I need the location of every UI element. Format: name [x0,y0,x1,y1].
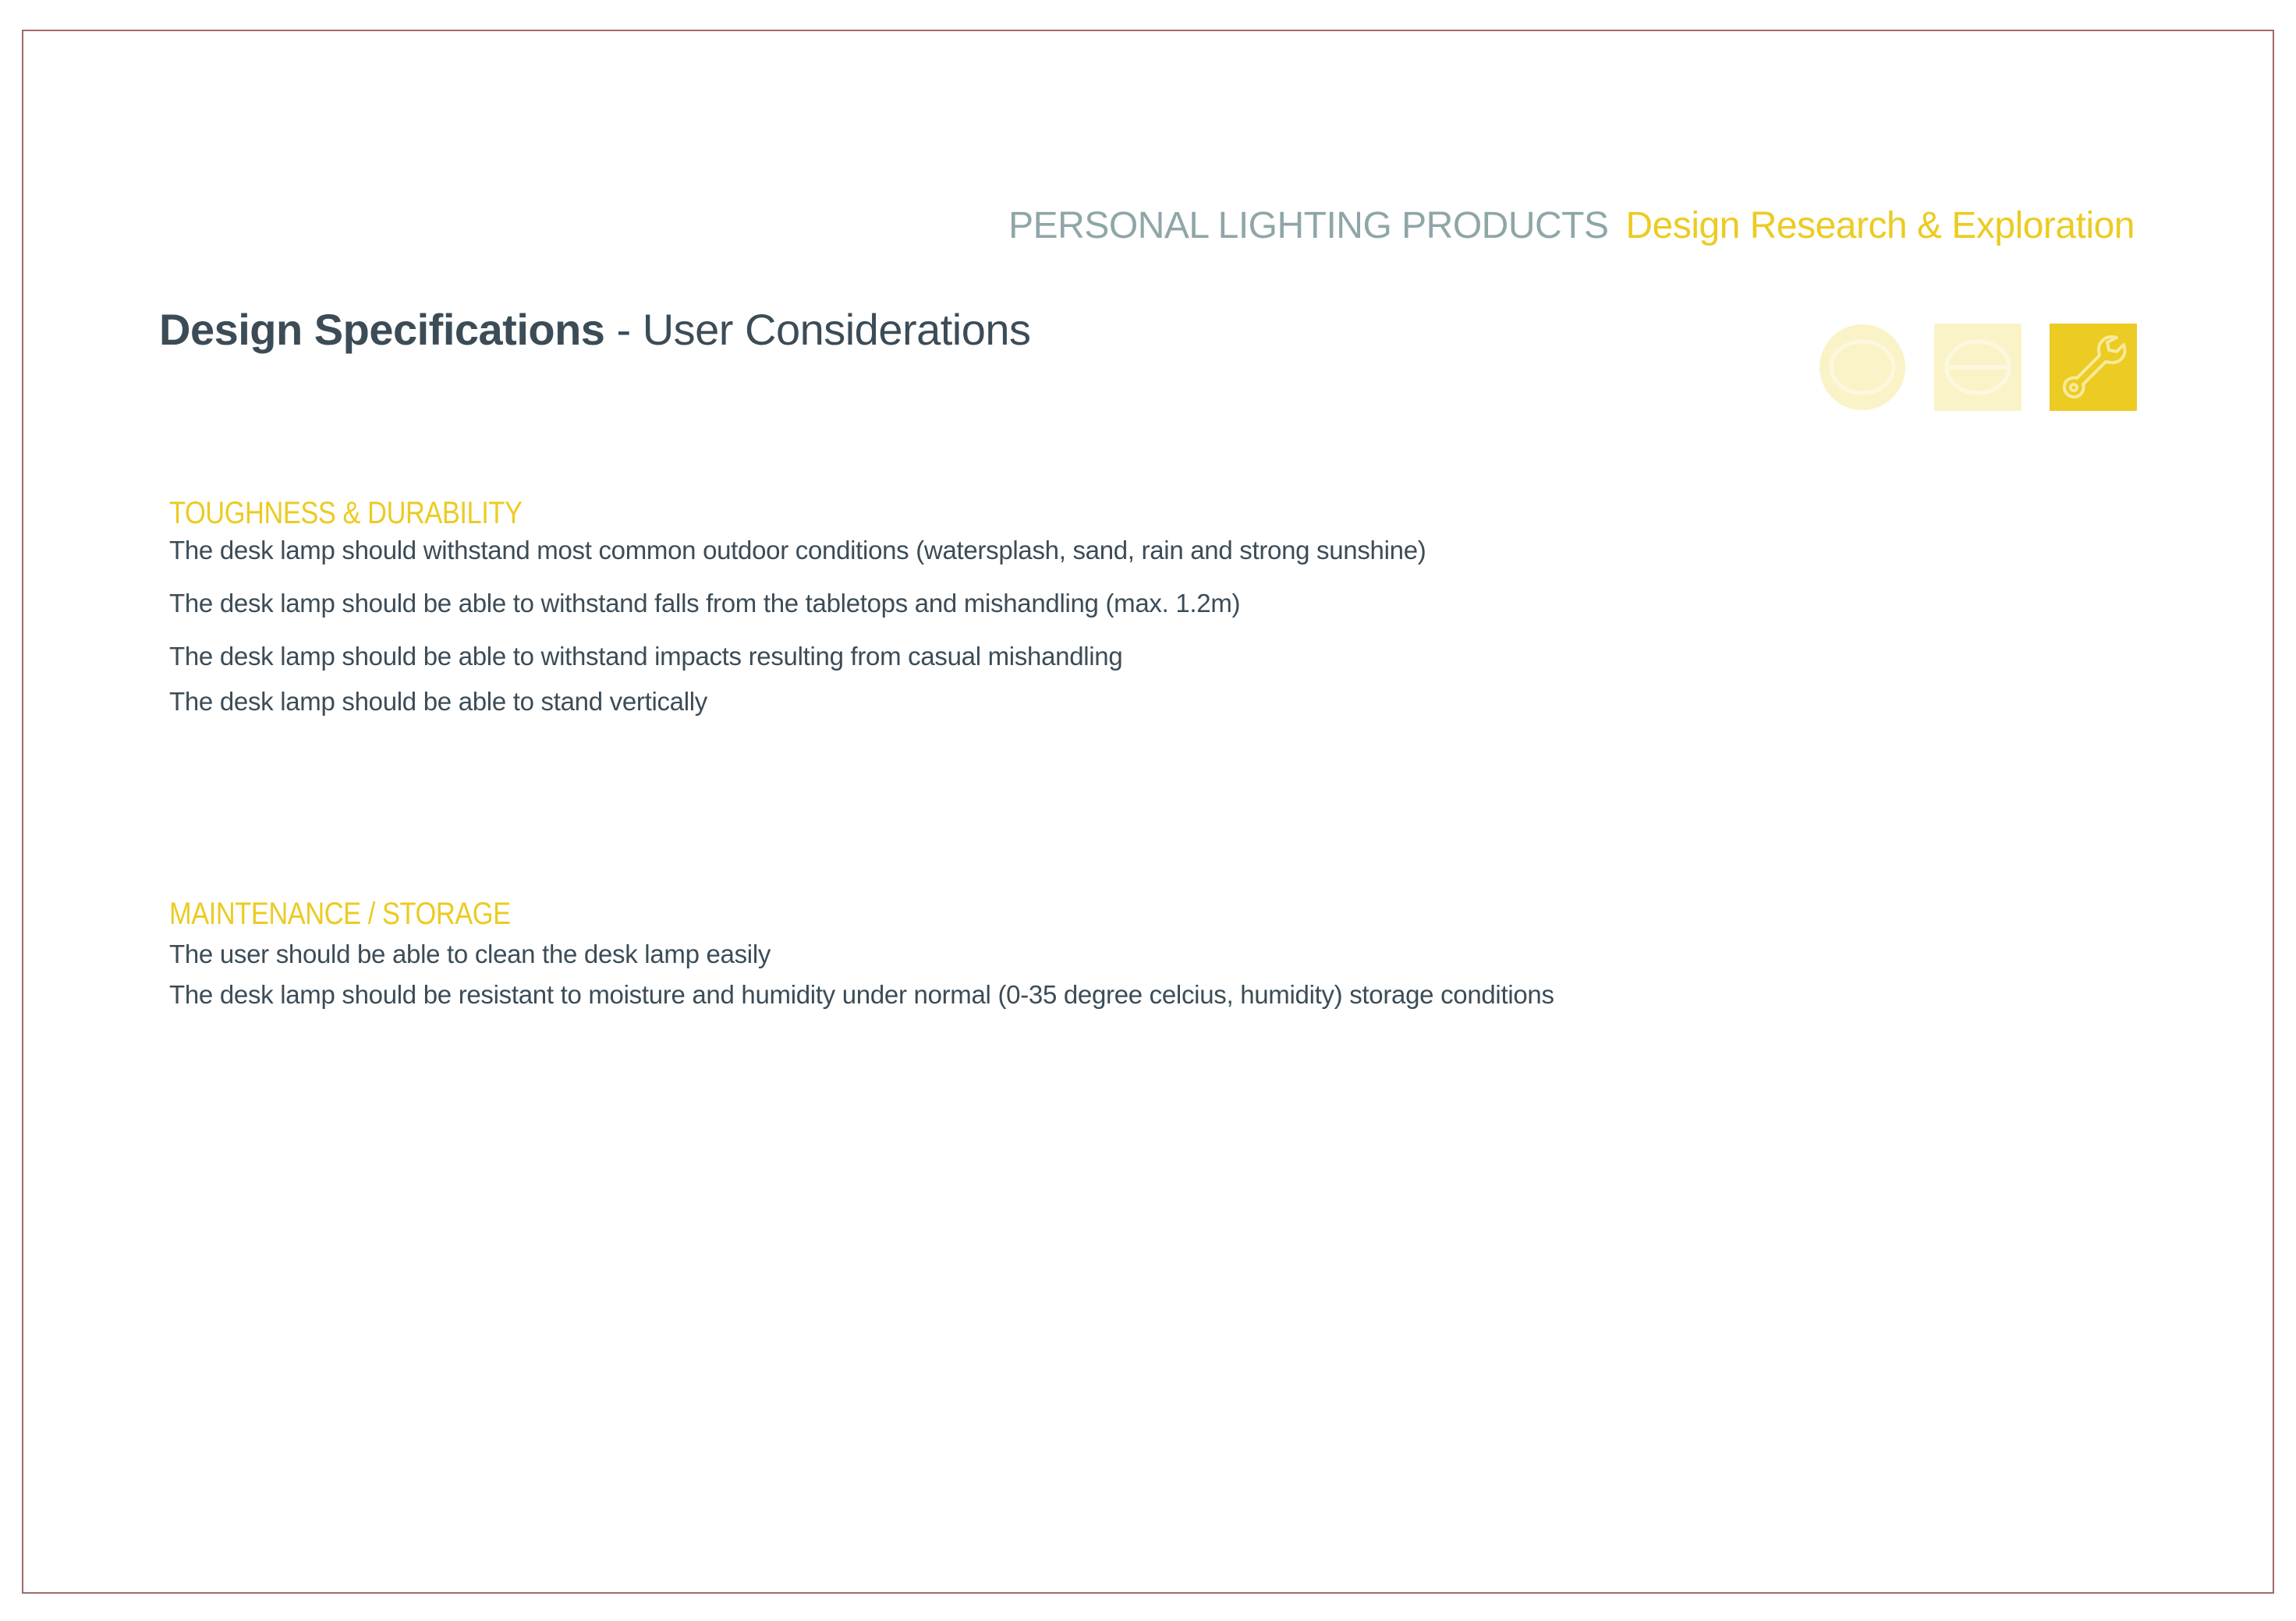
document-header [1008,204,2135,247]
spec-line: The desk lamp should be able to withstand falls from the tabletops and mishandling (max. 1.2m) [169,589,1241,618]
spec-line: The desk lamp should be resistant to moisture and humidity under normal (0-35 degree celcius, humidity) storage conditions [169,980,1554,1009]
wrench-icon [2050,324,2137,411]
spec-line: The desk lamp should be able to withstand impacts resulting from casual mishandling [169,642,1123,671]
section-heading: TOUGHNESS & DURABILITY [169,496,523,530]
section-heading: MAINTENANCE / STORAGE [169,897,511,931]
page-title-rest: - User Considerations [604,305,1031,354]
header-subtitle: Design Research & Exploration [1625,205,2135,246]
header-product: PERSONAL LIGHTING PRODUCTS [1008,205,1609,246]
section-toughness-durability [169,494,1885,717]
square-icon [1934,324,2021,411]
circle-icon [1819,324,1906,411]
spec-line: The desk lamp should be able to stand vertically [169,687,707,716]
page-title-bold: Design Specifications [159,305,605,354]
spec-line: The user should be able to clean the desk lamp easily [169,940,771,968]
page-frame [22,30,2274,1594]
page-title [159,304,1031,355]
spec-line: The desk lamp should withstand most common outdoor conditions (watersplash, sand, rain and strong sunshine) [169,536,1426,565]
section-maintenance-storage [169,895,1885,1010]
icon-row [1819,324,2137,411]
